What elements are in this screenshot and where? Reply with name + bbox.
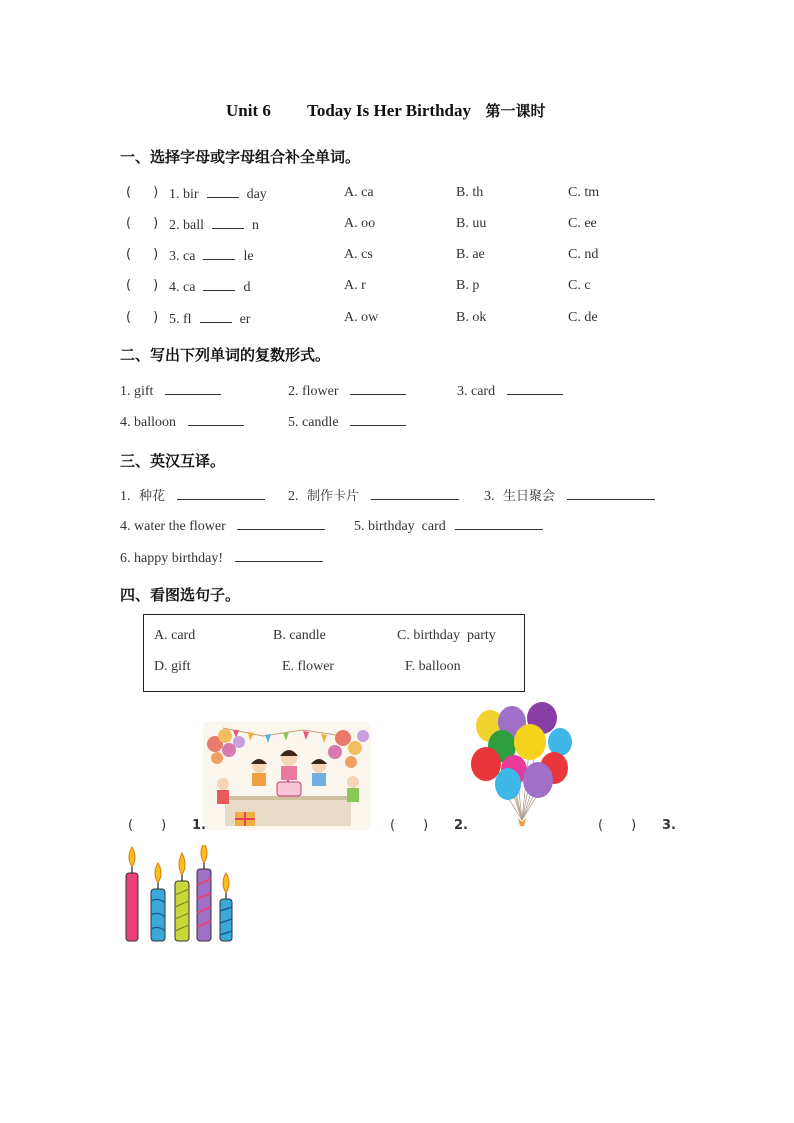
option-f: F. balloon	[405, 659, 461, 674]
translate-item-3: 3. 生日聚会	[484, 485, 655, 505]
title-lesson: 第一课时	[485, 102, 546, 120]
answer-blank[interactable]	[350, 382, 406, 395]
answer-blank[interactable]	[235, 549, 323, 562]
option-b: B. candle	[273, 628, 326, 643]
choice-a: A. ow	[344, 310, 379, 325]
picture-2-label: 2.	[454, 818, 468, 833]
choice-c: C. ee	[568, 216, 597, 231]
translate-item-4: 4. water the flower	[120, 517, 325, 535]
candles-picture	[120, 845, 244, 945]
answer-paren[interactable]: ( )	[126, 310, 159, 325]
choice-a: A. ca	[344, 185, 374, 200]
plural-item-2: 2. flower	[288, 382, 406, 400]
plural-item-5: 5. candle	[288, 413, 406, 431]
translate-item-1: 1. 种花	[120, 485, 265, 505]
section3-heading: 三、英汉互译。	[120, 452, 226, 470]
plural-item-3: 3. card	[457, 382, 563, 400]
answer-blank[interactable]	[567, 487, 655, 500]
answer-blank[interactable]	[350, 413, 406, 426]
answer-blank[interactable]	[177, 487, 265, 500]
option-d: D. gift	[154, 659, 191, 674]
plural-item-4: 4. balloon	[120, 413, 244, 431]
choice-b: B. uu	[456, 216, 487, 231]
word-item: 5. fl er	[169, 312, 251, 327]
word-item: 4. ca d	[169, 280, 251, 295]
answer-blank[interactable]	[371, 487, 459, 500]
picture-1-answer[interactable]: ( )	[128, 818, 167, 833]
letter-blank[interactable]	[212, 216, 244, 229]
choice-c: C. tm	[568, 185, 600, 200]
section1-heading: 一、选择字母或字母组合补全单词。	[120, 148, 361, 166]
option-c: C. birthday party	[397, 628, 496, 643]
letter-blank[interactable]	[203, 247, 235, 260]
title-unit: Unit 6	[226, 101, 271, 120]
choice-a: A. oo	[344, 216, 376, 231]
word-item: 1. bir day	[169, 187, 267, 202]
answer-blank[interactable]	[507, 382, 563, 395]
translate-item-2: 2. 制作卡片	[288, 485, 459, 505]
translate-item-6: 6. happy birthday!	[120, 549, 323, 567]
answer-blank[interactable]	[455, 517, 543, 530]
letter-blank[interactable]	[207, 185, 239, 198]
choice-c: C. nd	[568, 247, 599, 262]
letter-blank[interactable]	[203, 278, 235, 291]
answer-paren[interactable]: ( )	[126, 185, 159, 200]
word-item: 3. ca le	[169, 249, 254, 264]
balloons-picture	[468, 702, 578, 832]
translate-item-5: 5. birthday card	[354, 517, 543, 535]
options-box	[143, 614, 525, 692]
option-a: A. card	[154, 628, 196, 643]
picture-1-label: 1.	[192, 818, 206, 833]
choice-a: A. cs	[344, 247, 373, 262]
choice-b: B. th	[456, 185, 484, 200]
word-item: 2. ball n	[169, 218, 259, 233]
choice-a: A. r	[344, 278, 366, 293]
choice-b: B. ae	[456, 247, 485, 262]
answer-blank[interactable]	[165, 382, 221, 395]
choice-b: B. p	[456, 278, 480, 293]
letter-blank[interactable]	[200, 310, 232, 323]
option-e: E. flower	[282, 659, 335, 674]
choice-c: C. c	[568, 278, 591, 293]
choice-b: B. ok	[456, 310, 487, 325]
answer-blank[interactable]	[188, 413, 244, 426]
section4-heading: 四、看图选句子。	[120, 586, 241, 604]
choice-c: C. de	[568, 310, 598, 325]
picture-2-answer[interactable]: ( )	[390, 818, 429, 833]
section2-heading: 二、写出下列单词的复数形式。	[120, 346, 331, 364]
page-title	[226, 100, 546, 121]
title-name: Today Is Her Birthday	[307, 101, 471, 120]
picture-3-label: 3.	[662, 818, 676, 833]
answer-paren[interactable]: ( )	[126, 247, 159, 262]
birthday-party-picture	[203, 722, 371, 830]
plural-item-1: 1. gift	[120, 382, 221, 400]
answer-blank[interactable]	[237, 517, 325, 530]
answer-paren[interactable]: ( )	[126, 278, 159, 293]
picture-3-answer[interactable]: ( )	[598, 818, 637, 833]
answer-paren[interactable]: ( )	[126, 216, 159, 231]
